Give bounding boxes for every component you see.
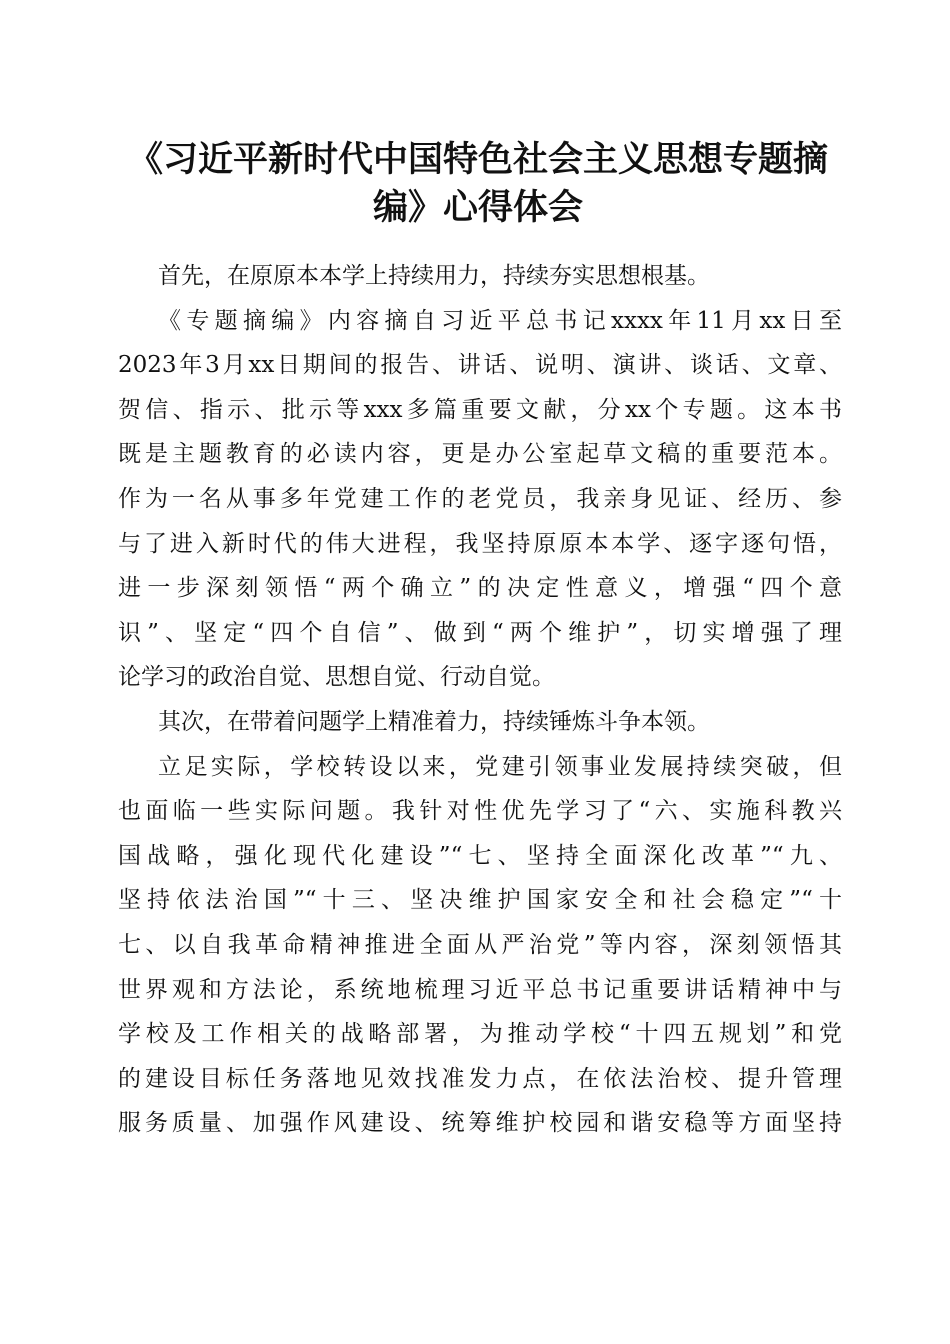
document-title — [118, 136, 838, 232]
paragraph-line: 《专题摘编》内容摘自习近平总书记xxxx年11月xx日至 — [158, 307, 842, 334]
document-body — [118, 254, 842, 1146]
paragraph-line: 也面临一些实际问题。我针对性优先学习了“六、实施科教兴 — [118, 798, 842, 825]
paragraph-line: 识”、坚定“四个自信”、做到“两个维护”，切实增强了理 — [118, 619, 842, 646]
paragraph-line: 七、以自我革命精神推进全面从严治党”等内容，深刻领悟其 — [118, 931, 842, 958]
section-heading-2: 其次，在带着问题学上精准着力，持续锤炼斗争本领。 — [158, 708, 710, 735]
paragraph-line: 与了进入新时代的伟大进程，我坚持原原本本学、逐字逐句悟， — [118, 530, 842, 557]
paragraph-line: 2023年3月xx日期间的报告、讲话、说明、演讲、谈话、文章、 — [118, 352, 842, 379]
paragraph-line: 既是主题教育的必读内容，更是办公室起草文稿的重要范本。 — [118, 441, 842, 468]
paragraph-line: 坚持依法治国”“十三、坚决维护国家安全和社会稳定”“十 — [118, 887, 842, 914]
paragraph-line: 论学习的政治自觉、思想自觉、行动自觉。 — [118, 664, 555, 691]
paragraph-line: 贺信、指示、批示等xxx多篇重要文献，分xx个专题。这本书 — [118, 396, 842, 423]
paragraph-line: 立足实际，学校转设以来，党建引领事业发展持续突破，但 — [158, 753, 842, 780]
paragraph-line: 学校及工作相关的战略部署，为推动学校“十四五规划”和党 — [118, 1021, 842, 1048]
title-line-2: 编》心得体会 — [372, 188, 583, 228]
paragraph-line: 世界观和方法论，系统地梳理习近平总书记重要讲话精神中与 — [118, 976, 842, 1003]
paragraph-line: 服务质量、加强作风建设、统筹维护校园和谐安稳等方面坚持 — [118, 1110, 842, 1137]
title-line-1: 《习近平新时代中国特色社会主义思想专题摘 — [127, 140, 828, 180]
paragraph-line: 进一步深刻领悟“两个确立”的决定性意义，增强“四个意 — [118, 575, 842, 602]
paragraph-line: 国战略，强化现代化建设”“七、坚持全面深化改革”“九、 — [118, 842, 842, 869]
section-heading-1: 首先，在原原本本学上持续用力，持续夯实思想根基。 — [158, 263, 710, 289]
paragraph-line: 作为一名从事多年党建工作的老党员，我亲身见证、经历、参 — [118, 485, 842, 512]
paragraph-line: 的建设目标任务落地见效找准发力点，在依法治校、提升管理 — [118, 1065, 842, 1092]
